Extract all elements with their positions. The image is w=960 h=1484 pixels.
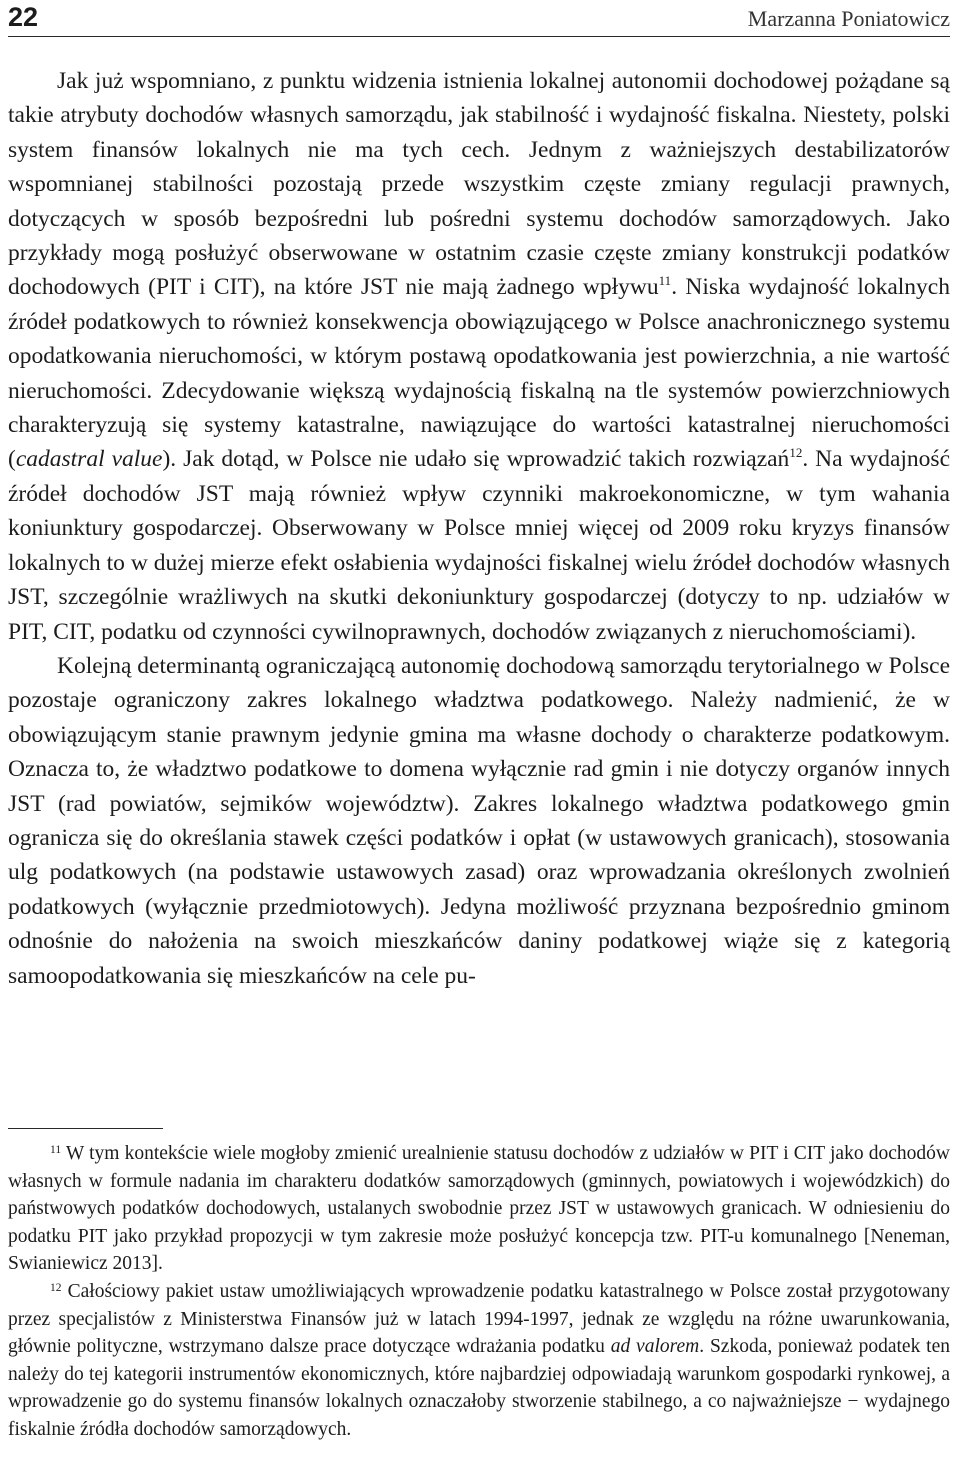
- footnote-12-text-a: Całościowy pakiet ustaw umożliwiających wprowadzenie podatku katastralnego w Polsce został przygotowany przez specjalistów z Ministerstwa Finansów już w latach 1994-1997, jednak ze względu na różne uwarunkowania, głównie polityczne, wstrzymano dalsze prace dotyczące wdrażania podatku: [8, 1280, 950, 1358]
- paragraph-1-part-a: Jak już wspomniano, z punktu widzenia istnienia lokalnej autonomii dochodowej pożądane są takie atrybuty dochodów własnych samorządu, jak stabilność i wydajność fiskalna. Niestety, polski system finansów lokalnych nie ma tych cech. Jednym z ważniejszych destabilizatorów wspomnianej stabilności pozostają przede wszystkim częste zmiany regulacji prawnych, dotyczących w sposób bezpośredni lub pośredni systemu dochodów samorządowych. Jako przykłady mogą posłużyć obserwowane w ostatnim czasie częste zmiany konstrukcji podatków dochodowych (PIT i CIT), na które JST nie mają żadnego wpływu: [8, 68, 950, 301]
- paragraph-1-part-d: . Na wydajność źródeł dochodów JST mają również wpływ czynniki makroekonomiczne, w tym wahania koniunktury gospodarczej. Obserwowany w Polsce mniej więcej od 2009 roku kryzys finansów lokalnych to w dużej mierze efekt osłabienia wydajności fiskalnej wielu źródeł dochodów własnych JST, szczególnie wrażliwych na skutki dekoniunktury gospodarczej (dotyczy to np. udziałów w PIT, CIT, podatku od czynności cywilnoprawnych, dochodów związanych z nieruchomościami).: [8, 446, 951, 645]
- footnote-ref-12[interactable]: 12: [789, 445, 803, 461]
- page-number: 22: [8, 2, 39, 32]
- running-head-author: Marzanna Poniatowicz: [747, 6, 950, 31]
- footnote-12: [8, 1278, 950, 1444]
- footnotes: [8, 1140, 950, 1444]
- footnote-11-number: 11: [50, 1144, 62, 1156]
- term-cadastral-value: cadastral value: [15, 446, 163, 473]
- page-header: [8, 0, 950, 37]
- term-ad-valorem: ad valorem: [610, 1336, 700, 1358]
- footnote-ref-11[interactable]: 11: [658, 273, 672, 289]
- paragraph-1-part-b: . Niska wydajność lokalnych źródeł podatkowych to również konsekwencja obowiązującego w Polsce anachronicznego systemu opodatkowania nieruchomości, w którym postawą opodatkowania jest powierzchnia, a nie wartość nieruchomości. Zdecydowanie większą wydajnością fiskalną na tle systemów powierzchniowych charakteryzują się systemy katastralne, nawiązujące do wartości katastralnej nieruchomości (: [8, 274, 950, 473]
- footnote-11-text: W tym kontekście wiele mogłoby zmienić urealnienie statusu dochodów z udziałów w PIT i CIT jako dochodów własnych w formule nadania im charakteru dodatków samorządowych (gminnych, powiatowych i wojewódzkich) do państwowych podatków dochodowych, ustalanych swobodnie przez JST w ustawowych granicach. W odniesieniu do podatku PIT jako przykład propozycji w tym zakresie może posłużyć koncepcja tzw. PIT-u komunalnego [Neneman, Swianiewicz 2013].: [8, 1143, 950, 1275]
- footnote-12-text-b: . Szkoda, ponieważ podatek ten należy do tej kategorii instrumentów ekonomicznych, które najbardziej odpowiadają warunkom gospodarki rynkowej, a wprowadzenie go do systemu finansów lokalnych oznaczałoby stworzenie stabilnego, a co najważniejsze − wydajnego fiskalnie źródła dochodów samorządowych.: [8, 1336, 950, 1440]
- footnote-separator: [8, 1128, 163, 1129]
- paragraph-1-part-c: ). Jak dotąd, w Polsce nie udało się wprowadzić takich rozwiązań: [162, 446, 790, 473]
- paragraph-1: [8, 64, 950, 649]
- body-text: [8, 64, 950, 993]
- footnote-12-number: 12: [50, 1281, 62, 1294]
- paragraph-2: Kolejną determinantą ograniczającą autonomię dochodową samorządu terytorialnego w Polsce pozostaje ograniczony zakres lokalnego władztwa podatkowego. Należy nadmienić, że w obowiązującym stanie prawnym jedynie gmina ma własne dochody o charakterze podatkowym. Oznacza to, że władztwo podatkowe to domena wyłącznie rad gmin i nie dotyczy organów innych JST (rad powiatów, sejmików województw). Zakres lokalnego władztwa podatkowego gmin ogranicza się do określania stawek części podatków i opłat (w ustawowych granicach), stosowania ulg podatkowych (na podstawie ustawowych zasad) oraz wprowadzania określonych zwolnień podatkowych (wyłącznie przedmiotowych). Jedyna możliwość przyznana bezpośrednio gminom odnośnie do nałożenia na swoich mieszkańców daniny podatkowej wiąże się z kategorią samoopodatkowania się mieszkańców na cele pu-: [8, 652, 950, 989]
- footnote-11: [8, 1140, 950, 1278]
